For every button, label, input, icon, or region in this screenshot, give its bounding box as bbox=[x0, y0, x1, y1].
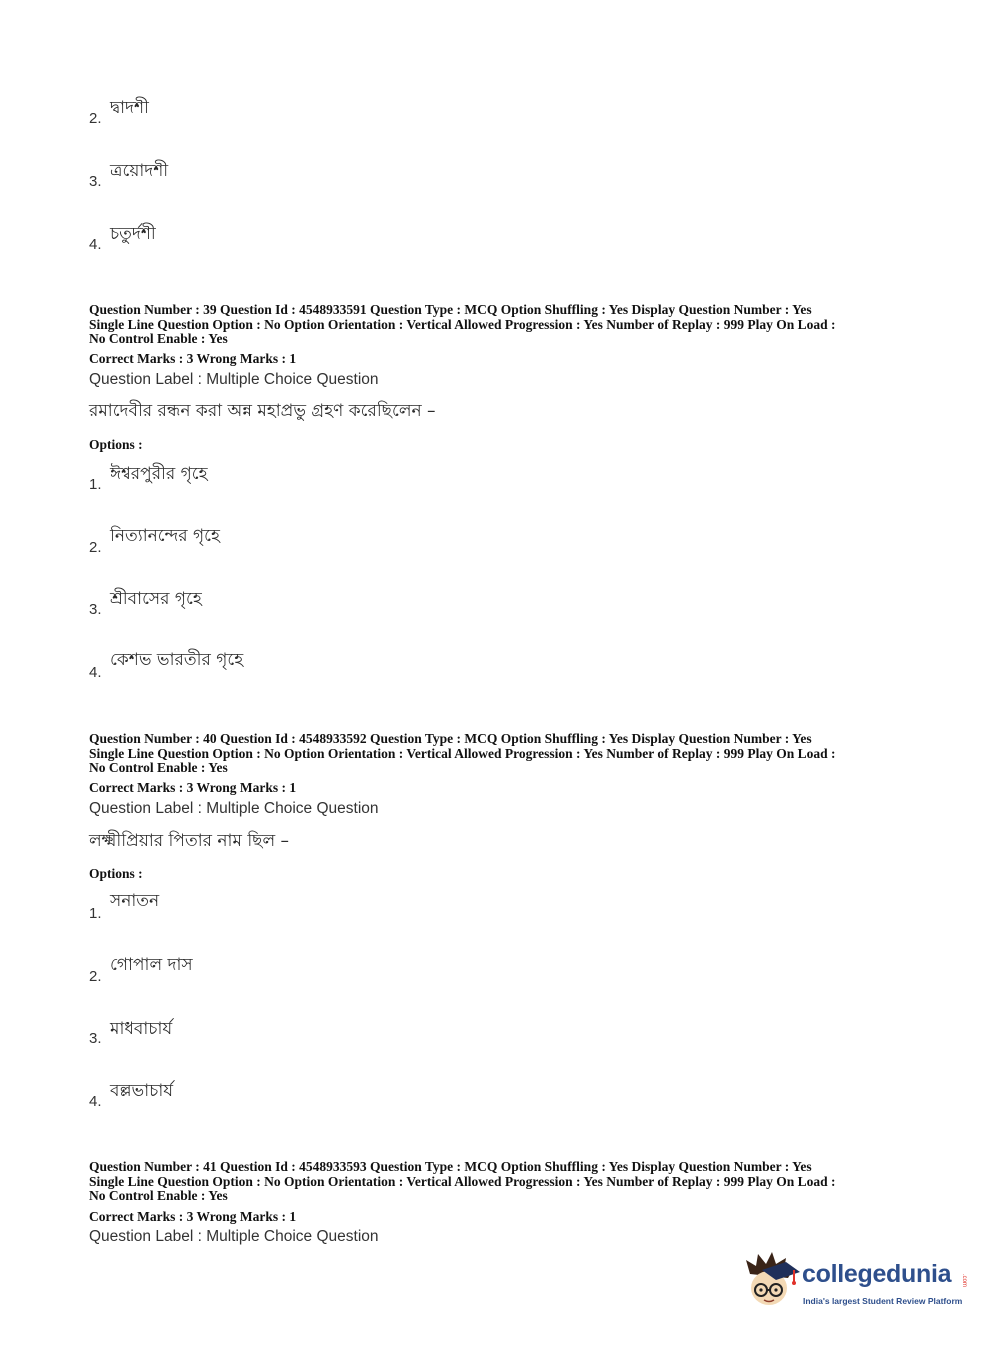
marks-line: Correct Marks : 3 Wrong Marks : 1 bbox=[89, 780, 297, 795]
question-meta bbox=[89, 303, 919, 347]
option-number: 3. bbox=[89, 173, 102, 190]
option-number: 2. bbox=[89, 539, 102, 556]
logo-tagline: India's largest Student Review Platform bbox=[803, 1296, 963, 1306]
option-number: 2. bbox=[89, 110, 102, 127]
question-text: লক্ষ্মীপ্রিয়ার পিতার নাম ছিল – bbox=[89, 831, 290, 851]
option-number: 4. bbox=[89, 236, 102, 253]
question-meta bbox=[89, 1160, 919, 1204]
marks-line: Correct Marks : 3 Wrong Marks : 1 bbox=[89, 1209, 297, 1224]
option-text: দ্বাদশী bbox=[110, 98, 149, 118]
meta-line: Single Line Question Option : No Option Orientation : Vertical Allowed Progression : Yes Number of Replay : 999 Play On Load : bbox=[89, 745, 836, 761]
option-text: ত্রয়োদশী bbox=[110, 161, 169, 181]
question-label: Question Label : Multiple Choice Question bbox=[89, 1228, 379, 1245]
option-text: গোপাল দাস bbox=[110, 955, 193, 975]
meta-line: Single Line Question Option : No Option Orientation : Vertical Allowed Progression : Yes Number of Replay : 999 Play On Load : bbox=[89, 316, 836, 332]
option-text: চতুর্দশী bbox=[110, 224, 156, 244]
option-number: 3. bbox=[89, 1030, 102, 1047]
option-number: 1. bbox=[89, 905, 102, 922]
option-number: 4. bbox=[89, 1093, 102, 1110]
options-heading: Options : bbox=[89, 866, 143, 881]
question-meta bbox=[89, 732, 919, 776]
logo-com: .com bbox=[961, 1274, 967, 1288]
question-label: Question Label : Multiple Choice Question bbox=[89, 800, 379, 817]
options-heading: Options : bbox=[89, 437, 143, 452]
mascot-icon bbox=[742, 1248, 802, 1314]
option-text: নিত্যানন্দের গৃহে bbox=[110, 526, 220, 546]
option-number: 4. bbox=[89, 664, 102, 681]
meta-line: Question Number : 39 Question Id : 4548933591 Question Type : MCQ Option Shuffling : Yes Display Question Number : Yes bbox=[89, 302, 812, 317]
meta-line: Question Number : 40 Question Id : 4548933592 Question Type : MCQ Option Shuffling : Yes Display Question Number : Yes bbox=[89, 731, 812, 746]
meta-line: No Control Enable : Yes bbox=[89, 760, 228, 775]
meta-line: Question Number : 41 Question Id : 4548933593 Question Type : MCQ Option Shuffling : Yes Display Question Number : Yes bbox=[89, 1159, 812, 1174]
meta-line: No Control Enable : Yes bbox=[89, 1188, 228, 1203]
question-text: রমাদেবীর রন্ধন করা অন্ন মহাপ্রভু গ্রহণ করেছিলেন – bbox=[89, 401, 436, 421]
collegedunia-logo bbox=[742, 1248, 972, 1318]
option-text: কেশভ ভারতীর গৃহে bbox=[110, 650, 244, 670]
option-text: মাধবাচার্য bbox=[110, 1019, 173, 1039]
option-number: 3. bbox=[89, 601, 102, 618]
meta-line: Single Line Question Option : No Option Orientation : Vertical Allowed Progression : Yes Number of Replay : 999 Play On Load : bbox=[89, 1173, 836, 1189]
marks-line: Correct Marks : 3 Wrong Marks : 1 bbox=[89, 351, 297, 366]
option-text: ঈশ্বরপুরীর গৃহে bbox=[110, 464, 208, 484]
option-number: 2. bbox=[89, 968, 102, 985]
meta-line: No Control Enable : Yes bbox=[89, 331, 228, 346]
option-number: 1. bbox=[89, 476, 102, 493]
logo-wordmark: collegedunia bbox=[802, 1260, 952, 1288]
question-label: Question Label : Multiple Choice Question bbox=[89, 371, 379, 388]
option-text: শ্রীবাসের গৃহে bbox=[110, 589, 202, 609]
option-text: বল্লভাচার্য bbox=[110, 1081, 174, 1101]
option-text: সনাতন bbox=[110, 891, 160, 911]
